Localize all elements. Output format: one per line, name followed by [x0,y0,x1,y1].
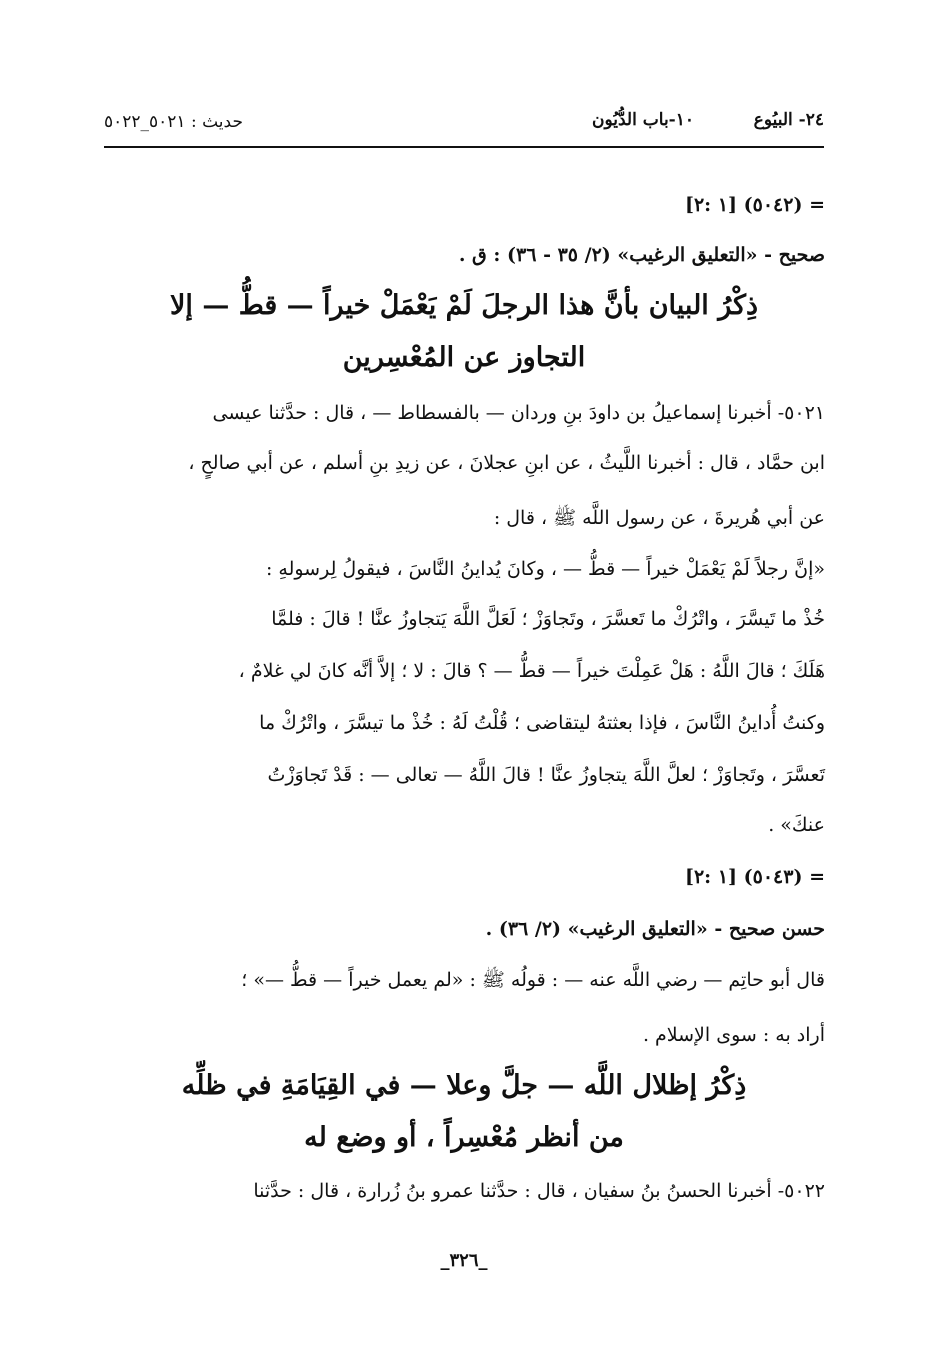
header-book-title: ٢٤- البيُوع [753,110,824,130]
page-number: _٣٢٦_ [440,1250,488,1271]
hadith-text-line: هَلَكَ ؛ قالَ اللَّهُ : هَلْ عَمِلْتَ خيراً — قطُّ — ؟ قالَ : لا ؛ إلاَّ أنَّه كانَ لي غلامٌ ، [238,660,825,682]
hadith-text-line: ٥٠٢٢- أخبرنا الحسنُ بنُ سفيان ، قال : حدَّثنا عمرو بنُ زُرارة ، قال : حدَّثنا [253,1180,825,1202]
cross-reference: = (٥٠٤٣) [١ :٢] [684,866,825,888]
hadith-text-line: وكنتُ أُداينُ النَّاسَ ، فإذا بعثتهُ ليتقاضى ؛ قُلْتُ لَهُ : خُذْ ما تيسَّرَ ، واتْرُكْ ما [259,712,825,734]
running-header [104,106,824,146]
header-hadith-range: حديث : ٥٠٢١_٥٠٢٢ [104,112,243,132]
commentary-line: قال أبو حاتِم — رضي اللَّه عنه — : قولُه ﷺ : «لم يعمل خيراً — قطُّ —» ؛ [241,969,825,991]
hadith-text-line: «إنَّ رجلاً لَمْ يَعْمَلْ خيراً — قطُّ — ، وكانَ يُداينُ النَّاسَ ، فيقولُ لِرسولهِ : [265,558,825,580]
hadith-text-line: ابن حمَّاد ، قال : أخبرنا اللَّيثُ ، عن ابنِ عجلانَ ، عن زيدِ بنِ أسلم ، عن أبي صالحٍ ، [188,452,825,474]
header-chapter-title: ١٠-باب الدُّيُون [592,110,694,130]
hadith-text-line: عنكَ» . [768,814,825,836]
hadith-text-line: ٥٠٢١- أخبرنا إسماعيلُ بن داودَ بنِ وردان — بالفسطاط — ، قال : حدَّثنا عيسى [212,402,825,424]
hadith-text-line: عن أبي هُريرةَ ، عن رسول اللَّه ﷺ ، قال : [493,507,825,529]
section-heading-line-2: التجاوز عن المُعْسِرين [342,342,586,373]
section-heading-line-1: ذِكْرُ البيان بأنَّ هذا الرجلَ لَمْ يَعْمَلْ خيراً — قطُّ — إلا [170,290,758,321]
grading-note: حسن صحيح - «التعليق الرغيب» (٢/ ٣٦) . [485,918,825,940]
cross-reference: = (٥٠٤٢) [١ :٢] [684,194,825,216]
hadith-text-line: خُذْ ما تَيسَّرَ ، واتْرُكْ ما تَعسَّرَ ، وتَجاوَزْ ؛ لَعَلَّ اللَّهَ يَتجاوزُ عنَّا ! قالَ : فلمَّا [271,608,825,630]
header-rule [104,146,824,148]
section-heading-line-2: من أنظر مُعْسِراً ، أو وضع له [304,1122,624,1153]
section-heading-line-1: ذِكْرُ إظلال اللَّه — جلَّ وعلا — في القِيَامَةِ في ظلِّه [181,1070,747,1101]
hadith-text-line: تَعسَّرَ ، وتَجاوَزْ ؛ لعلَّ اللَّهَ يتجاوزُ عنَّا ! قالَ اللَّهُ — تعالى — : قَدْ تَجاوَزْتُ [267,764,825,786]
grading-note: صحيح - «التعليق الرغيب» (٢/ ٣٥ - ٣٦) : ق . [458,244,825,266]
commentary-line: أراد به : سوى الإسلام . [642,1024,825,1046]
